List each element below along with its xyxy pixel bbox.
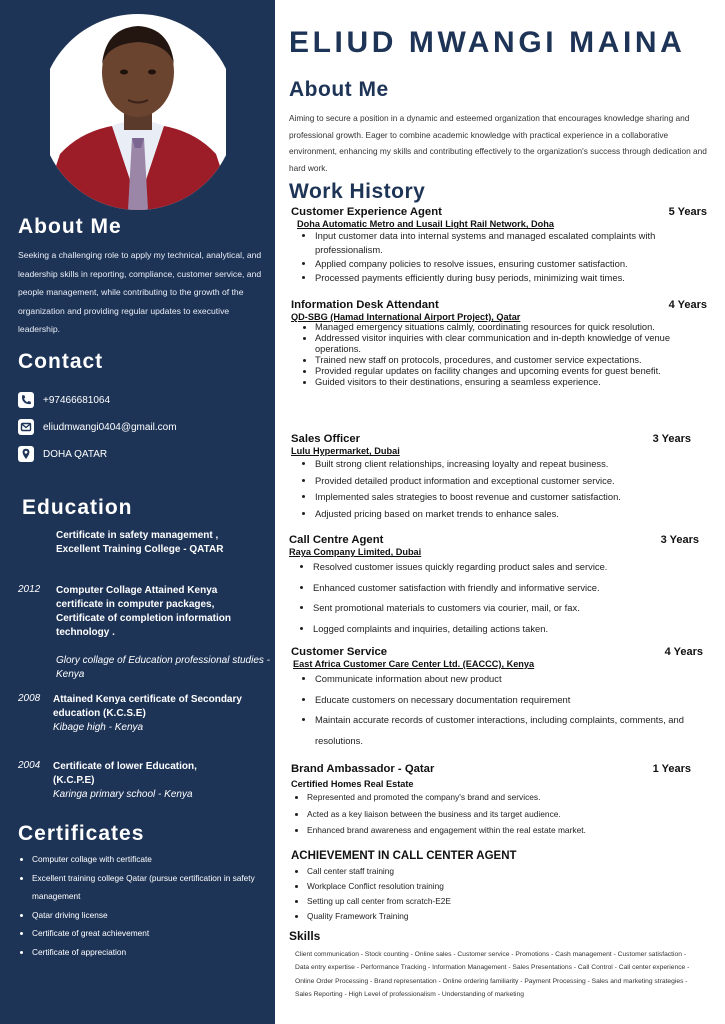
job-bullet: • Acted as a key liaison between the business and its target audience. [307, 806, 707, 823]
contact-heading: Contact [18, 350, 104, 373]
job-bullet: • Maintain accurate records of customer interactions, including complaints, comments, and resolutions. [315, 710, 705, 751]
skills-heading: Skills [289, 929, 321, 943]
job-bullet: • Applied company policies to resolve issues, ensuring customer satisfaction. [315, 257, 707, 271]
sidebar-about-heading: About Me [18, 215, 122, 238]
work-history-heading: Work History [289, 180, 426, 203]
job-bullet: • Provided detailed product information and exceptional customer service. [315, 473, 707, 490]
achievement-list [291, 864, 717, 924]
main-content [275, 0, 725, 1024]
job-duration: 3 Years [660, 534, 699, 546]
certificate-item: • Computer collage with certificate [32, 850, 275, 869]
job-bullet: • Communicate information about new product [315, 669, 705, 690]
job-bullet: • Guided visitors to their destinations, ensuring a seamless experience. [315, 377, 707, 388]
achievement-item: • Setting up call center from scratch-E2E [307, 894, 717, 909]
job-bullet: • Provided regular updates on facility changes and upcoming events for guest benefit. [315, 366, 707, 377]
contact-location [18, 446, 107, 462]
certificates-heading: Certificates [18, 822, 145, 845]
job-entry-6 [291, 763, 707, 839]
job-company: QD-SBG (Hamad International Airport Project), Qatar [291, 312, 521, 322]
job-title: Customer Service [291, 646, 388, 658]
job-entry-2 [291, 299, 707, 388]
job-bullet: • Sent promotional materials to customers via courier, mail, or fax. [313, 598, 705, 619]
job-title: Sales Officer [291, 433, 361, 445]
contact-email-text: eliudmwangi0404@gmail.com [43, 421, 177, 433]
candidate-name: ELIUD MWANGI MAINA [289, 26, 686, 59]
education-school-4: Karinga primary school - Kenya [53, 789, 193, 800]
achievement-heading: ACHIEVEMENT IN CALL CENTER AGENT [291, 850, 517, 862]
job-bullets [291, 669, 705, 751]
job-entry-5 [291, 646, 707, 751]
certificate-item: • Certificate of appreciation [32, 943, 275, 962]
education-item-4: Certificate of lower Education, (K.C.P.E) [53, 761, 197, 786]
job-bullets [291, 789, 707, 839]
job-bullet: • Enhanced customer satisfaction with friendly and informative service. [313, 578, 705, 599]
education-school-2: Glory collage of Education professional studies - Kenya [56, 655, 271, 680]
job-duration: 4 Years [664, 646, 703, 658]
contact-email[interactable] [18, 419, 177, 435]
job-bullet: • Input customer data into internal systems and managed escalated complaints with professionalism. [315, 229, 707, 257]
job-bullet: • Adjusted pricing based on market trends to enhance sales. [315, 506, 707, 523]
phone-icon [18, 392, 34, 408]
job-entry-1 [291, 206, 707, 285]
job-entry-4 [289, 534, 705, 639]
main-about-heading: About Me [289, 78, 389, 101]
job-bullet: • Managed emergency situations calmly, coordinating resources for quick resolution. [315, 322, 707, 333]
job-company: Lulu Hypermarket, Dubai [291, 446, 400, 456]
contact-phone-text: +97466681064 [43, 394, 111, 406]
job-bullets [291, 456, 707, 522]
job-bullet: • Trained new staff on protocols, procedures, and customer service expectations. [315, 355, 707, 366]
certificates-list [20, 850, 275, 961]
job-title: Brand Ambassador - Qatar [291, 763, 435, 775]
main-about-text: Aiming to secure a position in a dynamic and esteemed organization that encourages knowledge sharing and professional growth. Eager to combine academic knowledge with practical experience in a collaborative environment, enhancing my skills and contributing effectively to the organization's success through dedication and hard work. [289, 113, 707, 173]
certificate-item: • Certificate of great achievement [32, 924, 275, 943]
education-year-3: 2008 [18, 693, 41, 704]
job-company: East Africa Customer Care Center Ltd. (EACCC), Kenya [293, 659, 535, 669]
job-duration: 5 Years [668, 206, 707, 218]
job-bullet: • Resolved customer issues quickly regarding product sales and service. [313, 557, 705, 578]
job-company: Raya Company Limited, Dubai [289, 547, 422, 557]
job-bullet: • Represented and promoted the company's brand and services. [307, 789, 707, 806]
job-bullet: • Built strong client relationships, increasing loyalty and repeat business. [315, 456, 707, 473]
job-company: Certified Homes Real Estate [291, 779, 414, 789]
job-bullet: • Processed payments efficiently during busy periods, minimizing wait times. [315, 271, 707, 285]
profile-photo [50, 14, 226, 210]
location-pin-icon [18, 446, 34, 462]
achievement-item: • Call center staff training [307, 864, 717, 879]
education-year-4: 2004 [18, 760, 41, 771]
contact-location-text: DOHA QATAR [43, 448, 108, 460]
job-duration: 3 Years [652, 433, 691, 445]
job-bullet: • Logged complaints and inquiries, detailing actions taken. [313, 619, 705, 640]
job-title: Call Centre Agent [289, 534, 384, 546]
certificate-item: • Qatar driving license [32, 906, 275, 925]
education-item-3: Attained Kenya certificate of Secondary education (K.C.S.E) [53, 694, 242, 719]
job-company: Doha Automatic Metro and Lusail Light Rail Network, Doha [297, 219, 554, 229]
skills-text: Client communication - Stock counting - Online sales - Customer service - Promotions - Cash management - Customer satisfaction - Data entry expertise - Performance Tracking - Information Management - Sales Presentations - Call Control - Call center experience - Online Order Processing - Brand representation - Online ordering familiarity - Payment Processing - Sales and marketing strategies - Sales Reporting - High Level of professionalism - Understanding of marketing [295, 951, 690, 999]
achievement-item: • Workplace Conflict resolution training [307, 879, 717, 894]
job-bullet: • Educate customers on necessary documentation requirement [315, 690, 705, 711]
education-school-3: Kibage high - Kenya [53, 722, 144, 733]
education-item-2: Computer Collage Attained Kenya certificate in computer packages, Certificate of completion information technology . [56, 585, 232, 638]
email-icon [18, 419, 34, 435]
education-year-2: 2012 [18, 584, 41, 595]
sidebar [0, 0, 275, 1024]
job-bullet: • Addressed visitor inquiries with clear communication and in-depth knowledge of venue operations. [315, 333, 707, 355]
education-heading: Education [22, 496, 133, 519]
job-duration: 1 Years [652, 763, 691, 775]
job-title: Information Desk Attendant [291, 299, 439, 311]
certificate-item: • Excellent training college Qatar (pursue certification in safety management [32, 869, 275, 906]
job-bullets [289, 557, 705, 639]
job-entry-3 [291, 433, 707, 522]
contact-phone[interactable] [18, 392, 110, 408]
job-duration: 4 Years [668, 299, 707, 311]
job-title: Customer Experience Agent [291, 206, 442, 218]
job-bullets [291, 322, 707, 388]
education-item-1: Certificate in safety management , Excellent Training College - QATAR [56, 530, 224, 555]
job-bullet: • Implemented sales strategies to boost revenue and customer satisfaction. [315, 489, 707, 506]
job-bullets [291, 229, 707, 285]
achievement-item: • Quality Framework Training [307, 909, 717, 924]
job-bullet: • Enhanced brand awareness and engagement within the real estate market. [307, 822, 707, 839]
sidebar-about-text: Seeking a challenging role to apply my technical, analytical, and leadership skills in reporting, compliance, customer service, and people management, while contributing to the growth of the organization and providing regular updates to executive leadership. [18, 250, 262, 334]
